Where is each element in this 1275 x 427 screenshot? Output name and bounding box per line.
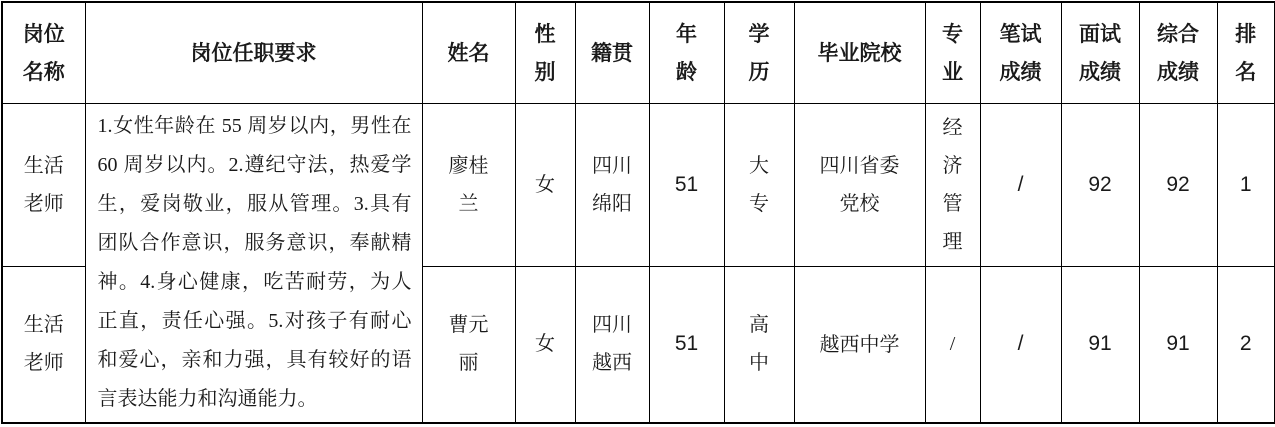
cell-school-2 [794, 266, 925, 423]
cell-native-place-2 [575, 266, 649, 423]
cell-education-1 [724, 104, 794, 267]
cell-name-2-text: 曹元丽 [448, 314, 489, 375]
cell-native-place-2-text: 四川越西 [592, 314, 632, 375]
cell-written-score-2: / [980, 266, 1061, 423]
cell-name-1-text: 廖桂兰 [448, 154, 489, 215]
cell-age-1: 51 [649, 104, 724, 267]
header-interview-score-label: 面试成绩 [1078, 22, 1121, 85]
header-name-label: 姓名 [447, 41, 490, 66]
header-native-place [575, 2, 649, 104]
header-school [794, 2, 925, 104]
header-rank [1217, 2, 1275, 104]
cell-school-1 [794, 104, 925, 267]
cell-rank-1: 1 [1217, 104, 1275, 267]
header-requirements-label: 岗位任职要求 [190, 41, 317, 66]
header-gender-label: 性别 [534, 22, 556, 85]
cell-age-2: 51 [649, 266, 724, 423]
header-row [2, 2, 1275, 104]
header-major-label: 专业 [942, 22, 963, 85]
cell-interview-score-1: 92 [1061, 104, 1139, 267]
cell-native-place-1 [575, 104, 649, 267]
header-overall-score-label: 综合成绩 [1156, 22, 1199, 85]
cell-overall-score-1: 92 [1139, 104, 1217, 267]
cell-overall-score-2: 91 [1139, 266, 1217, 423]
header-school-label: 毕业院校 [817, 41, 902, 66]
header-native-place-label: 籍贯 [591, 41, 633, 66]
cell-interview-score-2: 91 [1061, 266, 1139, 423]
header-position-name [2, 2, 85, 104]
header-rank-label: 排名 [1235, 22, 1257, 85]
cell-school-1-text: 四川省委党校 [819, 154, 900, 215]
cell-position-2-text: 生活老师 [23, 314, 64, 375]
table-row-1 [2, 104, 1275, 267]
header-education-label: 学历 [748, 22, 770, 85]
cell-rank-2: 2 [1217, 266, 1275, 423]
cell-gender-1: 女 [515, 104, 575, 267]
cell-education-2-text: 高中 [749, 314, 769, 375]
cell-written-score-1: / [980, 104, 1061, 267]
header-interview-score [1061, 2, 1139, 104]
cell-position-1-text: 生活老师 [23, 154, 64, 215]
header-gender [515, 2, 575, 104]
cell-education-2 [724, 266, 794, 423]
cell-gender-2: 女 [515, 266, 575, 423]
cell-major-1 [925, 104, 980, 267]
header-requirements [85, 2, 422, 104]
results-table [1, 1, 1275, 424]
cell-native-place-1-text: 四川绵阳 [592, 154, 632, 215]
header-major [925, 2, 980, 104]
cell-major-1-text: 经济管理 [942, 116, 963, 253]
cell-requirements: 1.女性年龄在 55 周岁以内，男性在 60 周岁以内。2.遵纪守法，热爱学生，爱岗敬业，服从管理。3.具有团队合作意识，服务意识，奉献精神。4.身心健康，吃苦耐劳，为人正直，责任心强。5.对孩子有耐心和爱心，亲和力强，具有较好的语言表达能力和沟通能力。 [85, 104, 422, 423]
cell-name-1 [422, 104, 515, 267]
header-age [649, 2, 724, 104]
cell-position-2 [2, 266, 85, 423]
header-overall-score [1139, 2, 1217, 104]
cell-name-2 [422, 266, 515, 423]
header-education [724, 2, 794, 104]
header-written-score [980, 2, 1061, 104]
header-age-label: 年龄 [676, 22, 697, 85]
cell-major-2: / [925, 266, 980, 423]
cell-position-1 [2, 104, 85, 267]
header-name [422, 2, 515, 104]
cell-school-2-text: 越西中学 [819, 334, 900, 357]
header-written-score-label: 笔试成绩 [999, 22, 1042, 85]
cell-education-1-text: 大专 [749, 154, 769, 215]
header-position-name-label: 岗位名称 [22, 22, 65, 85]
